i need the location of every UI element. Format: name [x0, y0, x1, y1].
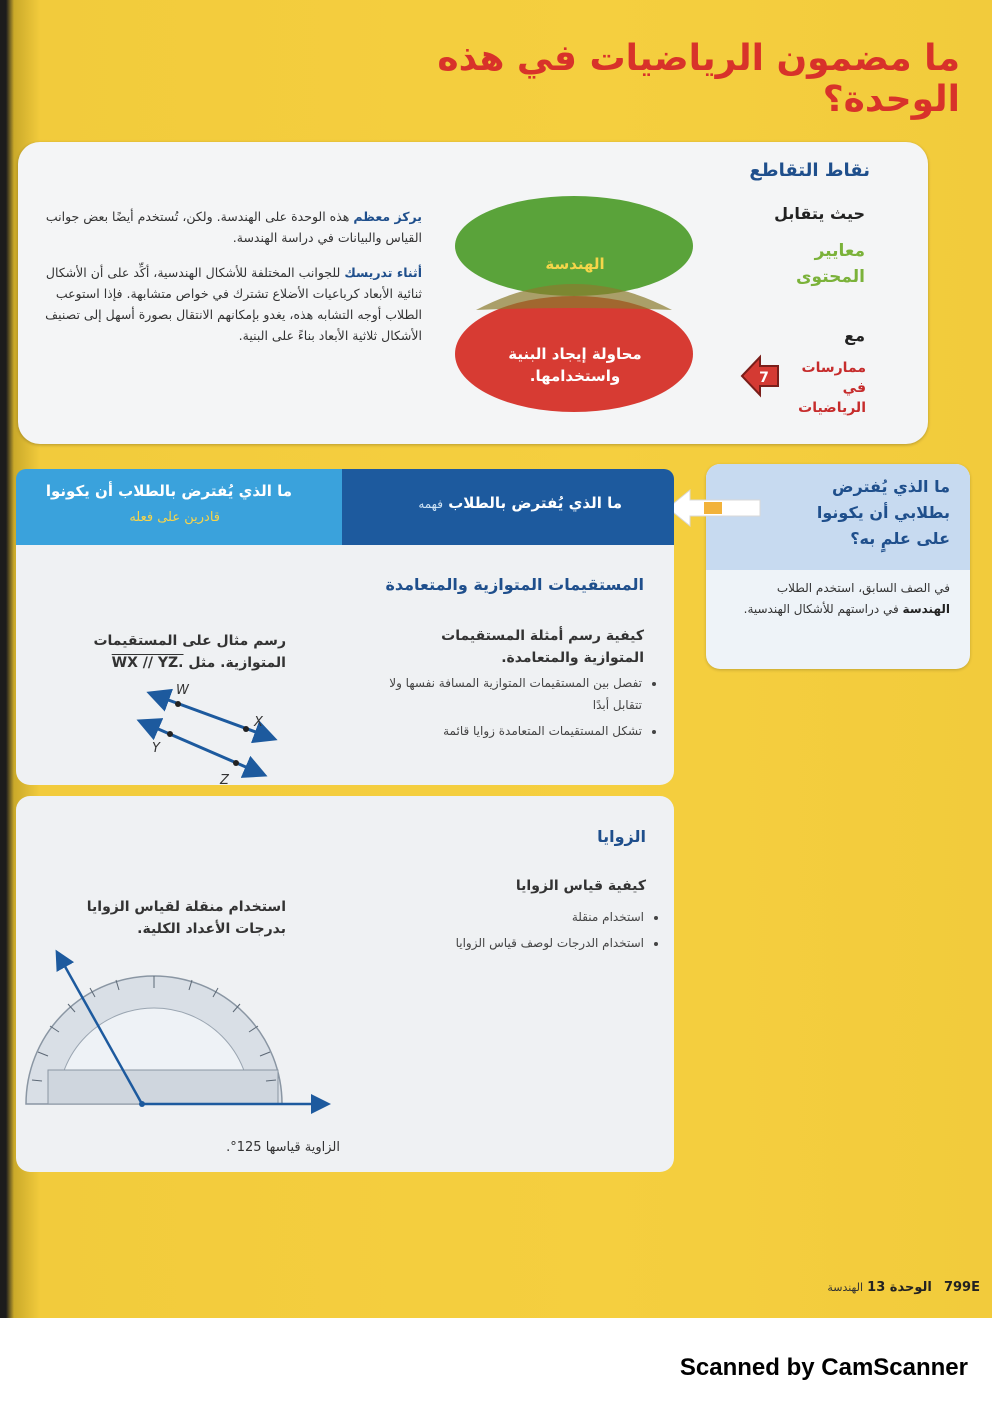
scanner-watermark: Scanned by CamScanner — [679, 1354, 968, 1381]
unit-label: الوحدة 13 — [867, 1280, 932, 1295]
left-arrow-icon — [664, 488, 764, 528]
parallel-do-text — [76, 630, 286, 674]
angles-bullets — [380, 906, 658, 954]
label-x: X — [254, 715, 263, 730]
venn-top-label: الهندسة — [545, 255, 605, 273]
parallel-lines-figure — [136, 680, 286, 790]
intersection-heading: نقاط التقاطع — [749, 160, 870, 181]
label-w: W — [176, 683, 189, 698]
parallel-bullet-1: • تفصل بين المستقيمات المتوازية المسافة نفسها ولا تتقابل أبدًا — [380, 672, 642, 716]
intro-1-lead: يركز معظم — [353, 209, 422, 224]
where-meet-label: حيث يتقابل — [774, 204, 865, 223]
understand-main: ما الذي يُفترض بالطلاب — [448, 494, 622, 512]
able-column-header — [16, 469, 342, 545]
able-sub: قادرين على فعله — [129, 510, 220, 525]
page-number: 799E — [943, 1280, 980, 1295]
intro-2-lead: أثناء تدريسك — [344, 265, 422, 280]
venn-bottom-label: محاولة إيجاد البنية واستخدامها. — [508, 345, 642, 385]
angles-how-text: كيفية قياس الزوايا — [515, 878, 646, 894]
label-z: Z — [220, 773, 229, 788]
prior-body-suffix: في دراستهم للأشكال الهندسية. — [743, 602, 899, 616]
page-footer — [800, 1280, 980, 1295]
point-y — [167, 731, 173, 737]
parallel-section-title: المستقيمات المتوازية والمتعامدة — [385, 575, 644, 594]
prior-body-prefix: في الصف السابق، استخدم الطلاب — [776, 581, 950, 595]
parallel-notation: WX // YZ. — [111, 655, 184, 671]
point-z — [233, 760, 239, 766]
angle-vertex — [139, 1101, 145, 1107]
unit-name: الهندسة — [827, 1281, 864, 1294]
angle-caption: الزاوية قياسها 125°. — [226, 1140, 340, 1155]
geometry-ellipse — [455, 196, 693, 296]
intro-2-text: للجوانب المختلفة للأشكال الهندسية، أكِّد على أن الأشكال ثنائية الأبعاد كرباعيات الأضلاع تشترك في خواص متشابهة. فإذا استوعب الطلاب أوجه التشابه هذه، يغدو بإمكانهم الانتقال بصورة أسهل إلى تصنيف الأشكال ثلاثية الأبعاد بناءً على البنية. — [45, 265, 422, 343]
angles-do-text: استخدام منقلة لقياس الزوايا بدرجات الأعداد الكلية. — [86, 899, 286, 937]
practices-arrow-icon — [736, 353, 782, 399]
intro-paragraph-1 — [40, 206, 422, 248]
understand-sub: فهمه — [418, 497, 443, 511]
standards-label: معايير المحتوى — [795, 241, 865, 287]
practices-label: ممارسات في الرياضيات — [798, 360, 866, 416]
intro-paragraph-2 — [40, 262, 422, 346]
intro-1-text: هذه الوحدة على الهندسة. ولكن، تُستخدم أيضًا بعض جوانب القياس والبيانات في دراسة الهندسة. — [45, 209, 422, 245]
parallel-bullets — [380, 672, 656, 742]
parallel-how-text: كيفية رسم أمثلة المستقيمات المتوازية والمتعامدة. — [441, 628, 644, 666]
point-w — [175, 701, 181, 707]
angles-bullet-2: • استخدام الدرجات لوصف قياس الزوايا — [380, 932, 644, 954]
parallel-do-label: رسم مثال على المستقيمات المتوازية. مثل — [93, 633, 286, 671]
prior-body-bold: الهندسة — [902, 602, 950, 616]
page-title: ما مضمون الرياضيات في هذه الوحدة؟ — [437, 38, 960, 120]
prior-knowledge-question: ما الذي يُفترض بطلابي أن يكونوا على علمٍ به؟ — [816, 477, 950, 548]
label-y: Y — [152, 741, 160, 756]
practices-number: 7 — [759, 370, 769, 386]
with-label: مع — [844, 326, 865, 345]
protractor-ruler — [48, 1070, 278, 1104]
able-main: ما الذي يُفترض بالطلاب أن يكونوا — [45, 482, 292, 500]
prior-knowledge-body — [740, 578, 950, 620]
parallel-bullet-2: • تشكل المستقيمات المتعامدة زوايا قائمة — [380, 720, 642, 742]
angles-section-title: الزوايا — [597, 827, 646, 846]
angles-bullet-1: • استخدام منقلة — [380, 906, 644, 928]
protractor-figure — [18, 940, 338, 1120]
understand-header-text — [360, 494, 622, 512]
point-x — [243, 726, 249, 732]
